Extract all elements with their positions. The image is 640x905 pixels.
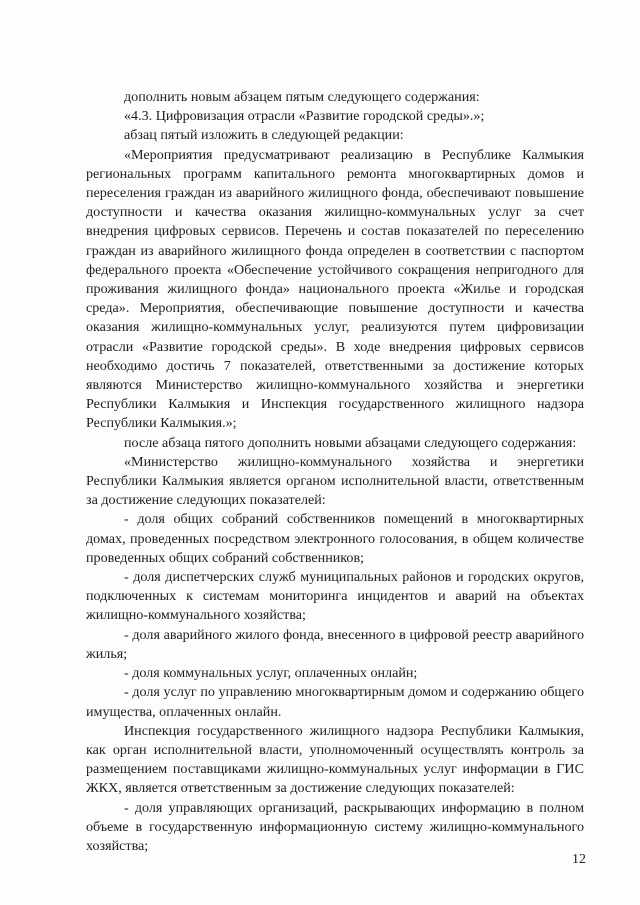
list-item-electronic-voting: - доля общих собраний собственников помещений в многоквартирных домах, проведенных посредством электронного голосования, в общем количестве проведенных общих собраний собственников; — [86, 511, 584, 566]
list-item-management-online: - доля услуг по управлению многоквартирным домом и содержанию общего имущества, оплаченных онлайн. — [86, 684, 584, 720]
paragraph-after-fifth: после абзаца пятого дополнить новыми абзацами следующего содержания: — [124, 434, 577, 451]
document-body — [86, 88, 584, 856]
list-item-emergency-housing: - доля аварийного жилого фонда, внесенного в цифровой реестр аварийного жилья; — [86, 626, 584, 662]
paragraph-ministry: «Министерство жилищно-коммунального хозяйства и энергетики Республики Калмыкия является органом исполнительной власти, ответственным за достижение следующих показателей: — [86, 453, 584, 509]
page-number: 12 — [572, 852, 586, 867]
paragraph-measures: «Мероприятия предусматривают реализацию в Республике Калмыкия региональных программ капитального ремонта многоквартирных домов и переселения граждан из аварийного жилищного фонда, обеспечивают повышение доступности и качества оказания жилищно-коммунальных услуг за счет внедрения цифровых сервисов. Перечень и состав показателей по переселению граждан из аварийного жилищного фонда определен в соответствии с паспортом федерального проекта «Обеспечение устойчивого сокращения непригодного для проживания жилищного фонда» национального проекта «Жилье и городская среда». Мероприятия, обеспечивающие повышение доступности и качества оказания жилищно-коммунальных услуг, реализуются путем цифровизации отрасли «Развитие городской среды». В ходе внедрения цифровых сервисов необходимо достичь 7 показателей, ответственными за достижение которых являются Министерство жилищно-коммунального хозяйства и энергетики Республики Калмыкия и Инспекция государственного жилищного надзора Республики Калмыкия.»; — [86, 146, 584, 432]
paragraph-add-fifth: дополнить новым абзацем пятым следующего содержания: — [124, 89, 480, 105]
paragraph-digitalization-title: «4.3. Цифровизация отрасли «Развитие городской среды».»; — [124, 108, 485, 125]
paragraph-inspection: Инспекция государственного жилищного надзора Республики Калмыкия, как орган исполнительной власти, уполномоченный осуществлять контроль за размещением поставщиками жилищно-коммунальных услуг информации в ГИС ЖКХ, является ответственным за достижение следующих показателей: — [86, 722, 584, 797]
paragraph-fifth-redaction: абзац пятый изложить в следующей редакции: — [124, 127, 404, 144]
list-item-management-companies: - доля управляющих организаций, раскрывающих информацию в полном объеме в государственную информационную систему жилищно-коммунального хозяйства; — [86, 799, 584, 854]
list-item-dispatch-services: - доля диспетчерских служб муниципальных районов и городских округов, подключенных к системам мониторинга инцидентов и аварий на объектах жилищно-коммунального хозяйства; — [86, 569, 584, 624]
list-item-utilities-online: - доля коммунальных услуг, оплаченных онлайн; — [124, 665, 418, 682]
